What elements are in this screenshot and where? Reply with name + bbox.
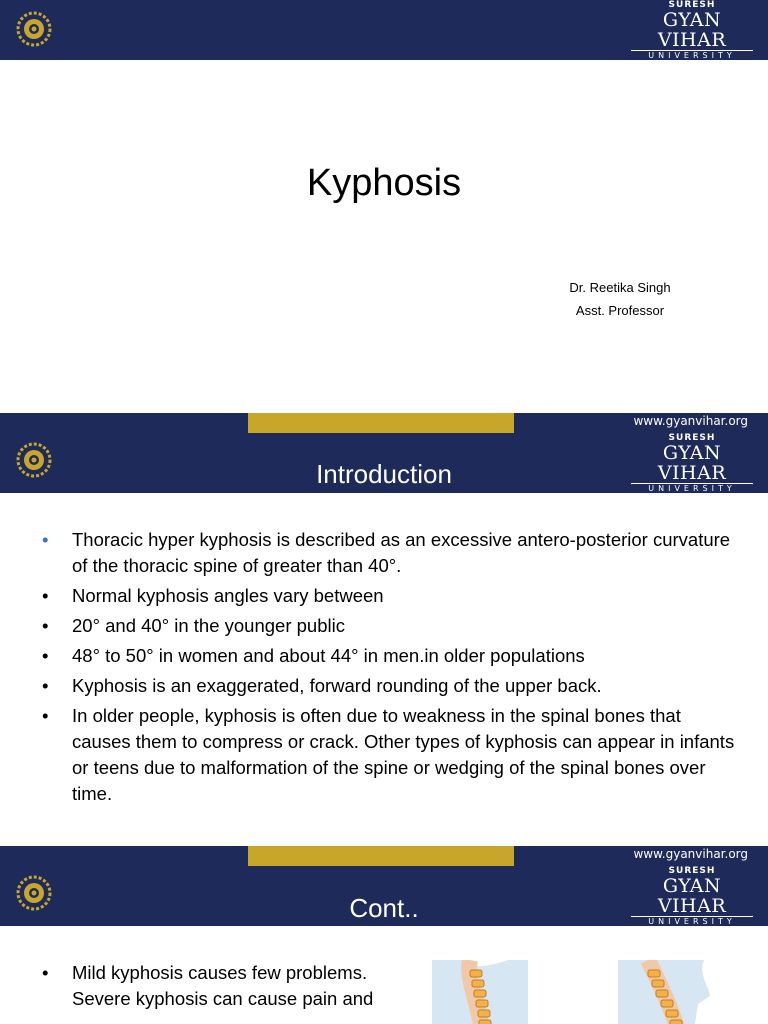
bullet-icon: •	[42, 705, 49, 726]
gold-accent-bar	[248, 413, 514, 433]
logo-gyan-vihar: GYAN VIHAR	[657, 442, 727, 484]
slide-header	[0, 0, 768, 70]
university-logo	[628, 866, 756, 937]
continued-slide	[0, 846, 768, 1024]
author-role: Asst. Professor	[575, 303, 665, 318]
bullet-list	[0, 960, 420, 1016]
logo-university: UNIVERSITY	[631, 916, 753, 928]
logo-gyan-vihar: GYAN VIHAR	[657, 875, 727, 917]
logo-suresh: SURESH	[668, 866, 716, 876]
presentation-title: Kyphosis	[306, 162, 462, 204]
website-url: www.gyanvihar.org	[633, 414, 748, 428]
logo-university: UNIVERSITY	[631, 483, 753, 495]
logo-gyan-vihar: GYAN VIHAR	[657, 9, 727, 51]
logo-university: UNIVERSITY	[631, 50, 753, 62]
logo-suresh: SURESH	[668, 433, 716, 443]
slide-title: Introduction	[316, 459, 452, 489]
bullet-text: Normal kyphosis angles vary between	[72, 585, 384, 606]
bullet-icon: •	[42, 615, 49, 636]
list-item	[0, 527, 740, 579]
bullet-text: 48° to 50° in women and about 44° in men.in older populations	[72, 645, 585, 666]
logo-accreditation: Accredited by NAAC with 'A' Grade	[633, 929, 751, 936]
bullet-text: 20° and 40° in the younger public	[72, 615, 345, 636]
title-slide	[0, 0, 768, 413]
logo-accreditation: Accredited by NAAC with 'A' Grade	[633, 63, 751, 70]
bullet-icon: •	[42, 962, 49, 983]
list-item	[0, 643, 740, 669]
bullet-list	[0, 527, 740, 811]
logo-accreditation: Accredited by NAAC with 'A' Grade	[633, 496, 751, 503]
bullet-text: Mild kyphosis causes few problems. Severe kyphosis can cause pain and	[72, 962, 374, 1009]
list-item	[0, 613, 740, 639]
gold-accent-bar	[248, 846, 514, 866]
university-logo	[628, 0, 756, 71]
bullet-text: Kyphosis is an exaggerated, forward rounding of the upper back.	[72, 675, 602, 696]
bullet-icon: •	[42, 645, 49, 666]
list-item	[0, 703, 740, 807]
bullet-text: Thoracic hyper kyphosis is described as an excessive antero-posterior curvature of the thoracic spine of greater than 40°.	[72, 529, 731, 576]
logo-suresh: SURESH	[668, 0, 716, 10]
spine-neck-illustration-icon	[618, 960, 714, 1024]
author-name: Dr. Reetika Singh	[569, 280, 671, 295]
bullet-icon: •	[42, 585, 49, 606]
slide-header	[0, 413, 768, 503]
list-item	[0, 960, 420, 1012]
bullet-icon: •	[42, 675, 49, 696]
bullet-icon: •	[42, 529, 49, 550]
slide-title: Cont..	[349, 893, 419, 923]
slide-header	[0, 846, 768, 936]
university-emblem-icon	[12, 10, 56, 48]
university-logo	[628, 433, 756, 504]
website-url: www.gyanvihar.org	[633, 847, 748, 861]
list-item	[0, 673, 740, 699]
bullet-text: In older people, kyphosis is often due to weakness in the spinal bones that causes them to compress or crack. Other types of kyphosis can appear in infants or teens due to malformation of the spine or wedging of the spinal bones over time.	[72, 705, 735, 804]
introduction-slide	[0, 413, 768, 846]
spine-neck-illustration-icon	[432, 960, 528, 1024]
list-item	[0, 583, 740, 609]
